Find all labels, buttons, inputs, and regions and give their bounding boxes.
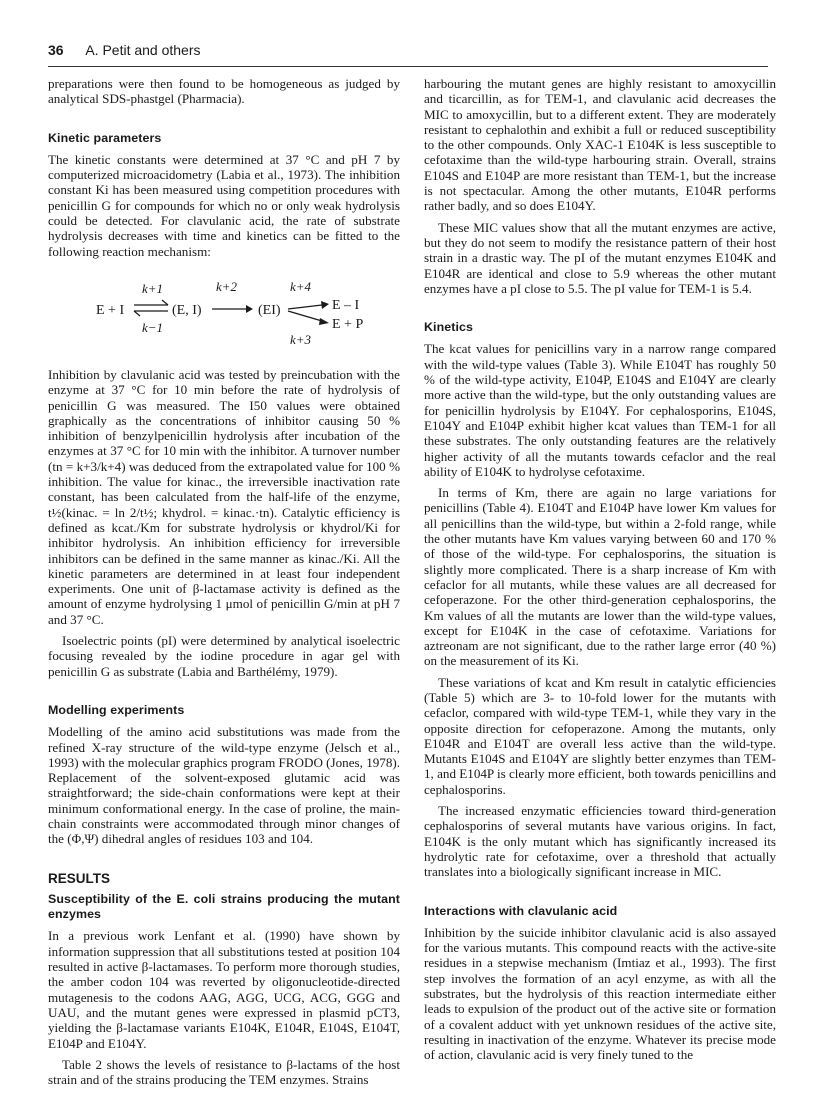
heading-clavulanic: Interactions with clavulanic acid xyxy=(424,903,618,918)
heading-kinetics: Kinetics xyxy=(424,320,474,335)
paragraph-kinetic-constants: The kinetic constants were determined at 37 °C and pH 7 by computerized microacidometry (Labia et al., 1973). The inhibition constant Ki has been measured using competition procedures with penicillin G for compounds for which no or only weak hydrolysis could be detected. For clavulanic acid, the rate of substrate hydrolysis decreases with time and kinetics can be fitted to the following reaction mechanism: xyxy=(48,151,400,259)
rate-k-plus3: k+3 xyxy=(290,331,312,347)
rate-k-plus4: k+4 xyxy=(290,278,312,294)
paragraph-strains-continued: harbouring the mutant genes are highly resistant to amoxycillin and ticarcillin, as for TEM-1, and clavulanic acid decreases the MIC to amoxycillin, but to a different extent. They are moderately resistant to cephalothin and exhibit a full or reduced susceptibility to the other compounds. Only XAC-1 E104K is less susceptible to cefotaxime than the wild-type harbouring strain. Overall, strains E104S and E104P are more resistant than TEM-1, but the increase is not spectacular. Among the other mutants, E104R performs rather badly, and so does E104Y. xyxy=(424,76,776,214)
scheme-complex: (E, I) xyxy=(172,302,202,318)
rate-k-plus1: k+1 xyxy=(142,280,164,296)
paragraph-kcat: The kcat values for penicillins vary in a narrow range compared with the wild-type values (Table 3). While E104T has roughly 50 % of the wild-type activity, E104P, E104S and E104Y are clearly more active than the wild-type, but the only outstanding values are for penicillin hydrolysis by E104Y. For cephalosporins, E104S, E104Y and E104P exhibit higher kcat values than TEM-1 for all these substrates. The only outstanding features are the relatively higher activity of all the mutants towards cefaclor and the real ability of E104K to hydrolyse cefotaxime. xyxy=(424,341,776,479)
rate-k-plus2: k+2 xyxy=(216,278,238,294)
paragraph-km: In terms of Km, there are again no large variations for penicillins (Table 4). E104T and E104P have lower Km values for all penicillins than the wild-type, but within a 2-fold range, while the other mutants have Km values varying between 60 and 170 % of those of the wild-type. For cephalosporins, the situation is slightly more complicated. There is a sharp increase of Km with cefaclor for all mutants, while these values are all decreased for cefoperazone. For the other third-generation cephalosporins, the Km values of all the mutants are lower than the wild-type values, except for E104K in the case of cefotaxime. Variations for aztreonam are not significant, due to the rather large error (40 %) on the measurement of its Ki. xyxy=(424,485,776,669)
scheme-acyl: (EI) xyxy=(258,302,281,318)
header-rule xyxy=(48,66,768,67)
paragraph-modelling: Modelling of the amino acid substitutions was made from the refined X-ray structure of the wild-type enzyme (Jelsch et al., 1993) with the molecular graphics program FRODO (Jones, 1978). Replacement of the solvent-exposed glutamic acid was straightforward; the side-chain conformations were kept at their minimum conformational energy. In the case of proline, the main-chain constraints were accommodated through minor changes of the (Φ,Ψ) dihedral angles of residues 103 and 104. xyxy=(48,724,401,847)
heading-modelling: Modelling experiments xyxy=(48,702,185,717)
paragraph-clavulanic: Inhibition by the suicide inhibitor clavulanic acid is also assayed for the various mutants. This compound reacts with the active-site residues in a stepwise mechanism (Imtiaz et al., 1993). The first step involves the formation of an acyl enzyme, as with all the substrates, but the hydrolysis of this reaction intermediate either leads to expulsion of the product out of the active site or formation of a covalent adduct with yet unknown residues of the active site, resulting in inactivation of the enzyme. Whatever its precise mode of action, clavulanic acid is very finely tuned to the xyxy=(424,924,776,1063)
reaction-scheme xyxy=(48,265,400,357)
heading-susceptibility: Susceptibility of the E. coli strains producing the mutant enzymes xyxy=(48,891,400,922)
right-column xyxy=(424,76,776,1069)
running-head-authors: A. Petit and others xyxy=(85,42,201,58)
paragraph-efficiencies: The increased enzymatic efficiencies toward third-generation cephalosporins of several mutants have various origins. In fact, E104K is the only mutant which has significantly increased its hydrolytic rate for cefotaxime, over a threshold that actually translates into a biologically significant increase in MIC. xyxy=(424,803,776,880)
paragraph-variations: These variations of kcat and Km result in catalytic efficiencies (Table 5) which are 3- to 10-fold lower for the mutants with cefaclor, compared with wild-type TEM-1, while they vary in the opposite direction for cefoperazone. Among the mutants, only E104R and E104T are overall less active than the wild-type. Mutants E104S and E104Y are slightly better enzymes than TEM-1, and E104P is clearly more efficient, both towards penicillins and cephalosporins. xyxy=(424,674,776,797)
paragraph-susceptibility-2: Table 2 shows the levels of resistance to β-lactams of the host strain and of the strains producing the TEM enzymes. Strains xyxy=(48,1056,400,1088)
rate-k-minus1: k−1 xyxy=(142,319,164,335)
scheme-covalent: E – I xyxy=(332,297,360,313)
running-head xyxy=(48,42,201,60)
scheme-lhs: E + I xyxy=(96,302,125,318)
paragraph-isoelectric: Isoelectric points (pI) were determined by analytical isoelectric focusing revealed by the iodine procedure in agar gel with penicillin G as substrate (Labia and Barthélémy, 1979). xyxy=(48,633,400,679)
paragraph-inhibition: Inhibition by clavulanic acid was tested by preincubation with the enzyme at 37 °C for 10 min before the rate of hydrolysis of penicillin G was measured. The I50 values were obtained graphically as the concentrations of inhibitor causing 50 % inhibition of benzylpenicillin hydrolysis after incubation of the enzymes at 37 °C for 10 min with the inhibitor. A turnover number (tn = k+3/k+4) was deduced from the extrapolated value for 100 % inhibition. The value for kinac., the irreversible inactivation rate constant, has been calculated from the half-life of the enzyme, t½(kinac. = ln 2/t½; khydrol. = kinac.·tn). Catalytic efficiency is defined as kcat./Km for substrate hydrolysis or khydrol/Ki for inhibitor hydrolysis. An inhibition efficiency for irreversible inhibitors can be defined in the same manner as kinac./Ki. All the kinetic parameters are determined in at least four independent experiments. One unit of β-lactamase activity is defined as the amount of enzyme hydrolysing 1 μmol of penicillin G/min at pH 7 and 37 °C. xyxy=(48,366,400,627)
paragraph-susceptibility-1: In a previous work Lenfant et al. (1990) have shown by information suppression that all substitutions tested at position 104 resulted in active β-lactamases. To perform more thorough studies, the amber codon 104 was reverted by oligonucleotide-directed mutagenesis to the codons AAG, AGG, UCG, ACG, GGG and UAU, and the mutant genes were expressed in plasmid pCT3, yielding the β-lactamase variants E104K, E104R, E104S, E104T, E104P and E104Y. xyxy=(48,928,400,1051)
reaction-scheme-diagram xyxy=(48,265,400,357)
paragraph-preparations: preparations were then found to be homogeneous as judged by analytical SDS-phastgel (Pharmacia). xyxy=(48,76,400,107)
heading-kinetic-parameters: Kinetic parameters xyxy=(48,130,162,145)
paragraph-mic-values: These MIC values show that all the mutant enzymes are active, but they do not seem to modify the resistance pattern of their host strain in a drastic way. The pI of the mutant enzymes E104K and E104R are identical and close to 5.9 whereas the other mutant enzymes have a pI close to 5.5. The pI value for TEM-1 is 5.4. xyxy=(424,219,776,296)
scheme-products: E + P xyxy=(332,316,364,332)
left-column xyxy=(48,76,400,1093)
page-number: 36 xyxy=(48,42,64,58)
heading-results: RESULTS xyxy=(48,870,111,886)
